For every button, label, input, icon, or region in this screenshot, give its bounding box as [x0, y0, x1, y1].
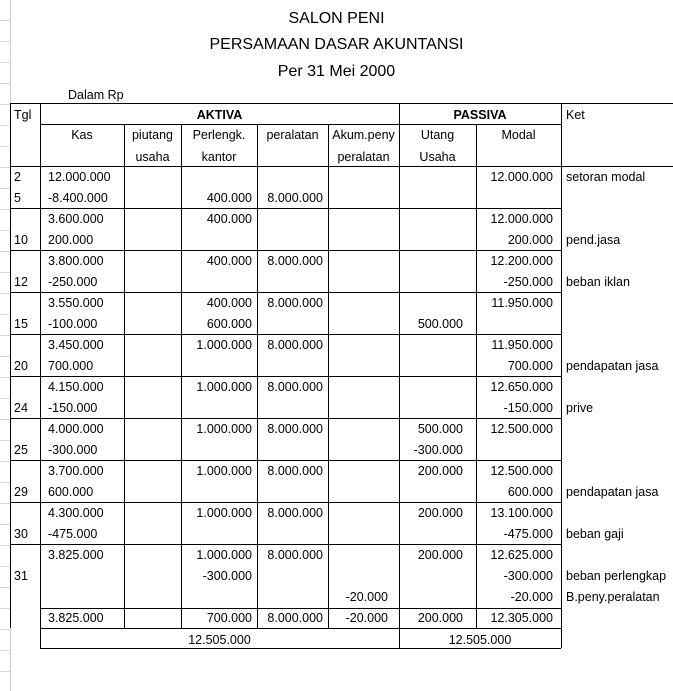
header-piutang-2: usaha — [135, 150, 170, 164]
total-passiva: 12.505.000 — [448, 633, 512, 647]
cell-modal: -475.000 — [503, 527, 553, 541]
cell-date: 2 — [14, 170, 21, 184]
header-kas: Kas — [71, 128, 93, 142]
cell-modal: 12.650.000 — [490, 380, 553, 394]
cell-modal: 12.500.000 — [490, 422, 553, 436]
group-divider — [10, 334, 561, 335]
header-passiva: PASSIVA — [453, 108, 507, 122]
header-aktiva: AKTIVA — [196, 108, 243, 122]
cell-modal: 12.625.000 — [490, 548, 553, 562]
cell-date: 25 — [14, 443, 28, 457]
header-modal: Modal — [501, 128, 536, 142]
group-divider — [10, 208, 561, 209]
cell-kas: 3.700.000 — [48, 464, 104, 478]
header-piutang-1: piutang — [131, 128, 173, 142]
cell-utang: 200.000 — [417, 548, 463, 562]
header-akum-1: Akum.peny — [332, 128, 395, 142]
cell-akum: -20.000 — [345, 590, 388, 604]
cell-modal: 11.950.000 — [491, 338, 553, 352]
cell-ket: pend.jasa — [566, 233, 621, 247]
group-divider — [10, 460, 561, 461]
cell-perlengk: 400.000 — [206, 212, 252, 226]
cell-peralatan: 8.000.000 — [267, 296, 323, 310]
cell-akum: -20.000 — [345, 611, 388, 625]
cell-kas: -250.000 — [48, 275, 98, 289]
header-divider — [40, 124, 561, 125]
cell-peralatan: 8.000.000 — [267, 191, 323, 205]
header-utang-2: Usaha — [419, 150, 456, 164]
cell-modal: 12.000.000 — [490, 170, 553, 184]
group-divider — [10, 544, 561, 545]
cell-kas: 3.825.000 — [48, 611, 104, 625]
table-bottom-border — [40, 648, 561, 649]
cell-utang: 200.000 — [417, 464, 463, 478]
cell-utang: 200.000 — [417, 611, 463, 625]
cell-modal: 11.950.000 — [491, 296, 553, 310]
cell-ket: setoran modal — [566, 170, 646, 184]
cell-kas: 3.450.000 — [48, 338, 104, 352]
company-title: SALON PENI — [288, 10, 385, 27]
cell-perlengk: 700.000 — [206, 611, 252, 625]
cell-date: 29 — [14, 485, 28, 499]
cell-modal: 600.000 — [507, 485, 553, 499]
unit-note: Dalam Rp — [68, 88, 124, 102]
cell-modal: 12.000.000 — [490, 212, 553, 226]
cell-peralatan: 8.000.000 — [267, 464, 323, 478]
cell-date: 20 — [14, 359, 28, 373]
header-peralatan: peralatan — [266, 128, 319, 142]
border-ket — [561, 103, 562, 648]
cell-peralatan: 8.000.000 — [267, 548, 323, 562]
header-akum-2: peralatan — [337, 150, 390, 164]
group-divider — [10, 292, 561, 293]
cell-utang: 200.000 — [417, 506, 463, 520]
final-row-top-border — [40, 608, 561, 609]
cell-ket: prive — [566, 401, 594, 415]
cell-modal: -150.000 — [503, 401, 553, 415]
cell-kas: -8.400.000 — [48, 191, 108, 205]
cell-utang: 500.000 — [417, 422, 463, 436]
cell-modal: -20.000 — [510, 590, 553, 604]
group-divider — [10, 418, 561, 419]
cell-perlengk: 600.000 — [206, 317, 252, 331]
header-perlengk-1: Perlengk. — [192, 128, 246, 142]
cell-ket: beban perlengkap — [566, 569, 667, 583]
cell-modal: 700.000 — [507, 359, 553, 373]
cell-modal: 13.100.000 — [490, 506, 553, 520]
cell-perlengk: 1.000.000 — [196, 548, 252, 562]
cell-peralatan: 8.000.000 — [267, 380, 323, 394]
cell-peralatan: 8.000.000 — [267, 422, 323, 436]
cell-kas: -475.000 — [48, 527, 98, 541]
cell-kas: 3.825.000 — [48, 548, 104, 562]
cell-modal: 200.000 — [507, 233, 553, 247]
cell-date: 31 — [14, 569, 28, 583]
cell-kas: 3.600.000 — [48, 212, 104, 226]
cell-modal: 12.305.000 — [490, 611, 553, 625]
header-utang-1: Utang — [420, 128, 455, 142]
group-divider — [10, 502, 561, 503]
cell-perlengk: 1.000.000 — [196, 338, 252, 352]
cell-perlengk: 1.000.000 — [196, 380, 252, 394]
cell-peralatan: 8.000.000 — [267, 254, 323, 268]
cell-ket: beban gaji — [566, 527, 624, 541]
group-divider — [10, 376, 561, 377]
cell-kas: 4.150.000 — [48, 380, 104, 394]
group-divider — [10, 250, 561, 251]
cell-perlengk: 1.000.000 — [196, 506, 252, 520]
cell-kas: 3.800.000 — [48, 254, 104, 268]
cell-kas: 3.550.000 — [48, 296, 104, 310]
column-border — [328, 124, 329, 628]
cell-kas: 12.000.000 — [48, 170, 111, 184]
cell-perlengk: 400.000 — [206, 191, 252, 205]
cell-modal: -250.000 — [503, 275, 553, 289]
cell-peralatan: 8.000.000 — [267, 338, 323, 352]
cell-perlengk: -300.000 — [202, 569, 252, 583]
cell-ket: pendapatan jasa — [566, 485, 659, 499]
cell-date: 24 — [14, 401, 28, 415]
cell-ket: beban iklan — [566, 275, 630, 289]
border-left — [10, 103, 11, 628]
cell-perlengk: 400.000 — [206, 254, 252, 268]
cell-peralatan: 8.000.000 — [267, 611, 323, 625]
cell-kas: 700.000 — [48, 359, 94, 373]
cell-kas: -150.000 — [48, 401, 98, 415]
border-tgl — [40, 103, 41, 648]
cell-perlengk: 1.000.000 — [196, 422, 252, 436]
column-border — [124, 124, 125, 628]
cell-modal: -300.000 — [503, 569, 553, 583]
cell-kas: 4.000.000 — [48, 422, 104, 436]
report-title: PERSAMAAN DASAR AKUNTANSI — [209, 36, 464, 53]
cell-kas: 4.300.000 — [48, 506, 104, 520]
report-period: Per 31 Mei 2000 — [277, 63, 396, 80]
cell-modal: 12.200.000 — [490, 254, 553, 268]
border-aktiva-passiva — [399, 103, 400, 648]
cell-perlengk: 1.000.000 — [196, 464, 252, 478]
cell-date: 30 — [14, 527, 28, 541]
cell-kas: 600.000 — [48, 485, 94, 499]
cell-kas: 200.000 — [48, 233, 94, 247]
cell-peralatan: 8.000.000 — [267, 506, 323, 520]
header-ket: Ket — [566, 108, 585, 122]
cell-perlengk: 400.000 — [206, 296, 252, 310]
final-row-bottom-border — [40, 628, 561, 629]
cell-ket: B.peny.peralatan — [566, 590, 660, 604]
header-tgl: Tgl — [14, 108, 32, 122]
cell-kas: -100.000 — [48, 317, 98, 331]
cell-utang: 500.000 — [417, 317, 463, 331]
cell-date: 15 — [14, 317, 28, 331]
cell-modal: 12.500.000 — [490, 464, 553, 478]
cell-kas: -300.000 — [48, 443, 98, 457]
table-top-border — [10, 103, 673, 104]
cell-date: 10 — [14, 233, 28, 247]
cell-date: 12 — [14, 275, 28, 289]
header-perlengk-2: kantor — [201, 150, 237, 164]
cell-ket: pendapatan jasa — [566, 359, 659, 373]
header-bottom-border — [10, 166, 673, 167]
cell-utang: -300.000 — [413, 443, 463, 457]
cell-date: 5 — [14, 191, 21, 205]
total-aktiva: 12.505.000 — [188, 633, 251, 647]
